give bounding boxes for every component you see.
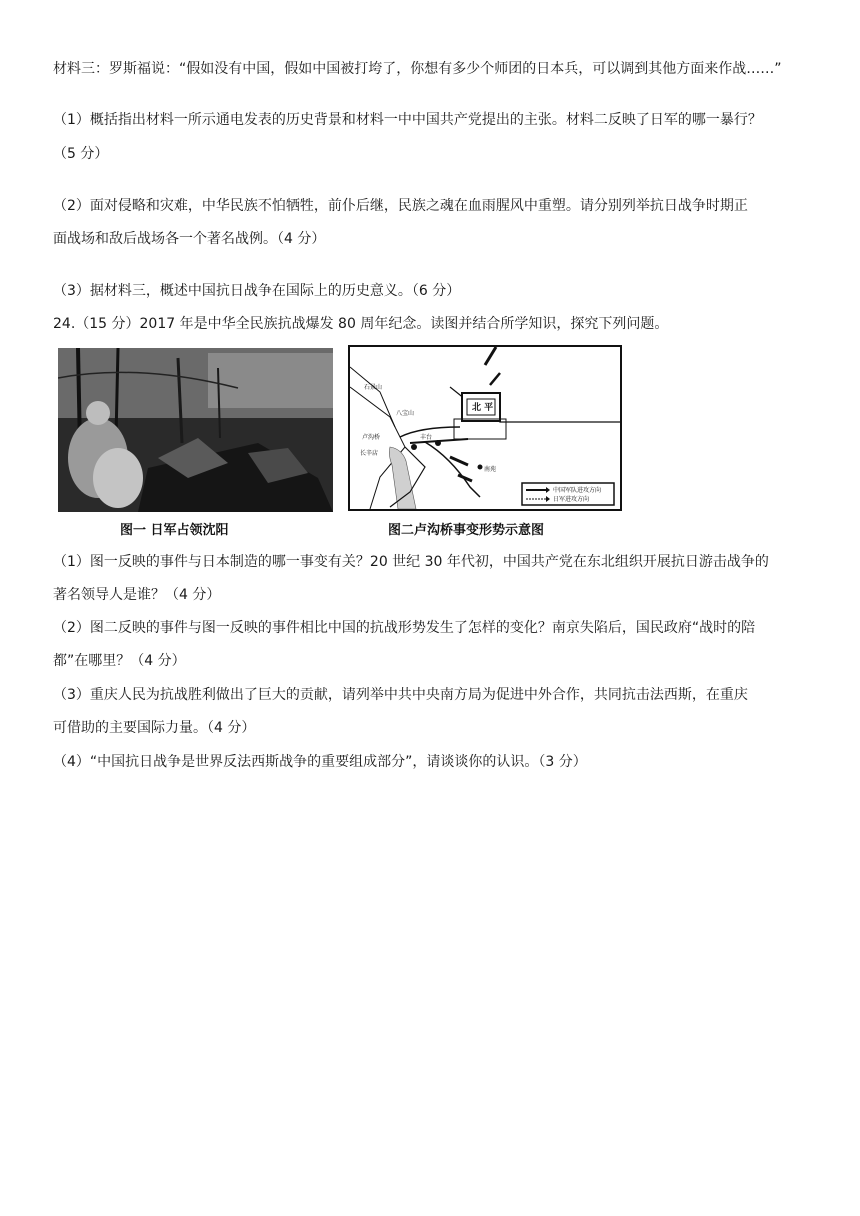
q23-part2-line2: 面战场和敌后战场各一个著名战例。（4 分） [53,231,326,247]
figure1-caption: 图一 日军占领沈阳 [120,523,229,538]
map-label-changxindian: 长辛店 [360,450,379,457]
legend-japan-label: 日军进攻方向 [553,496,590,503]
q24-part3-line1: （3）重庆人民为抗战胜利做出了巨大的贡献，请列举中共中央南方局为促进中外合作，共同抗击法西斯，在重庆 [53,687,748,703]
q24-intro: 24.（15 分）2017 年是中华全民族抗战爆发 80 周年纪念。读图并结合所学知识，探究下列问题。 [53,316,669,332]
map-marco-polo-bridge-incident [348,345,622,511]
map-label-babaoshan: 八宝山 [396,410,415,417]
map-label-beiping: 北 平 [472,403,494,413]
q24-part3-line2: 可借助的主要国际力量。（4 分） [53,720,256,736]
legend-china-label: 中国军队进攻方向 [553,487,602,494]
q24-part4-line1: （4）“中国抗日战争是世界反法西斯战争的重要组成部分”，请谈谈你的认识。（3 分） [53,754,587,770]
q24-part1-line1: （1）图一反映的事件与日本制造的哪一事变有关？20 世纪 30 年代初，中国共产党在东北组织开展抗日游击战争的 [53,554,769,570]
photo-japanese-occupy-shenyang [58,348,333,512]
map-label-shijingshan: 石景山 [364,384,383,391]
map-label-lugouqiao: 卢沟桥 [362,434,381,441]
map-illustration [350,347,620,509]
figures-row [58,345,624,543]
map-label-fengtai: 丰台 [420,434,433,441]
q24-part2-line1: （2）图二反映的事件与图一反映的事件相比中国的抗战形势发生了怎样的变化？南京失陷后，国民政府“战时的陪 [53,620,756,636]
q23-part1-line1: （1）概括指出材料一所示通电发表的历史背景和材料一中中国共产党提出的主张。材料二反映了日军的哪一暴行？ [53,112,762,128]
q23-part2-line1: （2）面对侵略和灾难，中华民族不怕牺牲，前仆后继，民族之魂在血雨腥风中重塑。请分别列举抗日战争时期正 [53,198,748,214]
q24-part1-line2: 著名领导人是谁？（4 分） [53,587,221,603]
q23-part3-line1: （3）据材料三，概述中国抗日战争在国际上的历史意义。（6 分） [53,283,461,299]
q24-part2-line2: 都”在哪里？（4 分） [53,653,186,669]
material-three-text: 材料三：罗斯福说：“假如没有中国，假如中国被打垮了，你想有多少个师团的日本兵，可以调到其他方面来作战……” [53,61,782,77]
photo-illustration [58,348,333,512]
q23-part1-line2: （5 分） [53,146,109,162]
figure2-caption: 图二卢沟桥事变形势示意图 [388,523,545,538]
map-label-nanyuan: 南苑 [484,466,497,473]
